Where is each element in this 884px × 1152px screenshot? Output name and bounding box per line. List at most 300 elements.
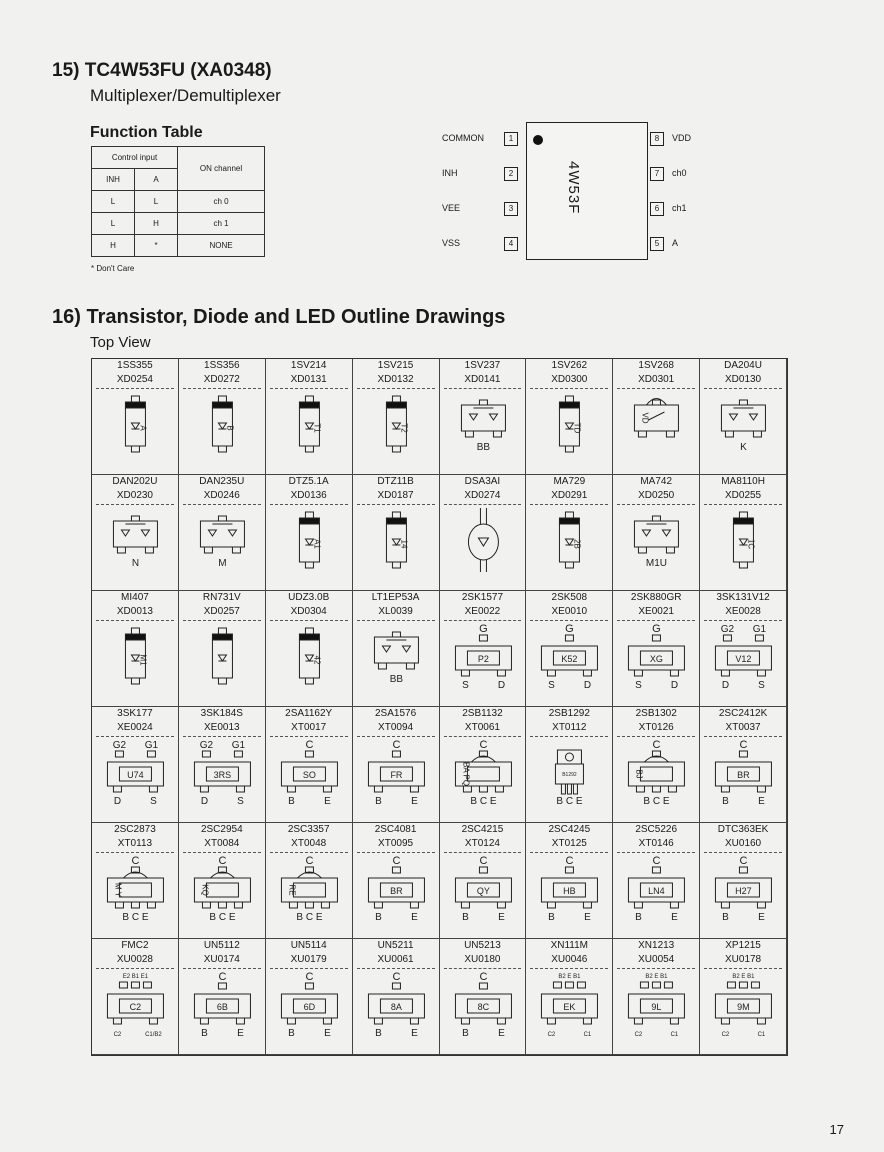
diode-package-icon [266,506,353,591]
ic-package-body [526,122,648,260]
dashed-divider [183,504,261,505]
pin-label: B C E [122,912,149,923]
dashed-divider [704,504,782,505]
pin-label: B [722,796,729,807]
stock-code: XT0113 [117,838,153,849]
pin-label: E2 B1 E1 [122,974,149,980]
device-marking: EK [563,1002,576,1012]
pin-label: E [671,912,679,923]
dashed-divider [444,736,522,737]
component-cell [613,359,700,475]
part-number: 2SC5226 [635,824,678,835]
part-number: DAN202U [112,476,158,487]
pin-label: E [758,796,765,807]
sot89-package-icon [613,738,700,823]
part-number: 2SC4215 [461,824,504,835]
pin-label: C [478,971,487,983]
pin-label: C [218,855,227,867]
component-cell [700,707,787,823]
stock-code: XT0124 [464,838,500,849]
dashed-divider [96,388,174,389]
sot89-package-icon [440,738,527,823]
pin-label: C [392,971,401,983]
component-cell [526,823,613,939]
stock-code: XT0037 [725,722,761,733]
function-table [91,146,265,257]
stock-code: XU0061 [377,954,414,965]
pin-label: C2 [547,1032,556,1038]
function-table-title: Function Table [90,124,203,141]
component-cell [700,475,787,591]
stock-code: XE0013 [204,722,240,733]
a-header: A [135,169,178,191]
sot3-package-icon [526,622,613,707]
sot3-package-icon [353,738,440,823]
sot3-package-icon [440,854,527,939]
part-number: 1SV214 [290,360,327,371]
sot89-package-icon [92,854,179,939]
sot3-package-icon [353,970,440,1055]
stock-code: XD0272 [203,374,240,385]
sot3-package-icon [613,854,700,939]
stock-code: XD0131 [290,374,327,385]
table-cell: L [92,213,135,235]
device-marking: BB [476,442,490,453]
table-cell: NONE [178,235,265,257]
part-number: MA8110H [721,476,765,487]
dashed-divider [96,620,174,621]
device-marking: K [740,442,747,453]
outline-drawing-grid [91,358,788,1056]
pin-label: B [548,912,556,923]
pin-number: 4 [504,237,518,251]
device-marking: P2 [477,654,489,664]
pin-label: E [410,1028,418,1039]
stock-code: XD0132 [377,374,414,385]
pin-number: 7 [650,167,664,181]
pin-label: G [652,623,661,635]
dashed-divider [96,736,174,737]
pin-label: VSS [442,238,461,248]
pin-label: D [584,680,592,691]
pin-label: C [305,739,314,751]
part-number: 2SK1577 [461,592,504,603]
stock-code: XD0300 [551,374,588,385]
component-cell [92,475,179,591]
part-number: XN111M [550,940,589,951]
section-15-heading: 15) TC4W53FU (XA0348) [52,60,272,81]
part-number: 2SC4081 [374,824,417,835]
stock-code: XU0179 [290,954,327,965]
device-marking: VD [640,412,650,424]
dual-package-icon [353,622,440,707]
pin-label: ch1 [672,203,687,213]
table-cell: ch 0 [178,191,265,213]
device-marking: A1 [312,539,322,549]
component-cell [353,939,440,1055]
pin-label: C [652,739,661,751]
part-number: 2SA1576 [374,708,417,719]
device-marking: BA PQ [460,761,470,787]
component-cell [353,707,440,823]
diode-package-icon [179,622,266,707]
part-number: UN5213 [464,940,501,951]
part-number: DTC363EK [717,824,769,835]
pin-label: G2 [112,740,127,751]
pin-label: S [461,680,469,691]
pin-label: COMMON [442,133,484,143]
on-channel-header: ON channel [178,147,265,191]
stock-code: XU0180 [464,954,501,965]
pin-label: C [218,971,227,983]
pin-label: B [200,1028,208,1039]
part-number: 2SK508 [551,592,588,603]
dashed-divider [270,620,348,621]
stock-code: XE0024 [117,722,153,733]
pin-label: C [392,739,401,751]
pin-label: S [758,680,765,691]
device-marking: V12 [735,654,752,664]
stock-code: XU0160 [724,838,762,849]
stock-code: XT0094 [378,722,414,733]
pin-label: E [584,912,592,923]
pin-number: 8 [650,132,664,146]
stock-code: XE0010 [551,606,588,617]
pin-label: B2 E B1 [558,974,581,980]
stock-code: XD0141 [464,374,501,385]
part-number: 3SK177 [117,708,153,719]
stock-code: XD0246 [203,490,240,501]
part-number: 2SC4245 [548,824,591,835]
part-number: MI407 [121,592,149,603]
dashed-divider [357,968,435,969]
pin-label: G2 [720,624,735,635]
sot3-package-icon [440,622,527,707]
diode-package-icon [526,390,613,475]
sot4-package-icon [92,738,179,823]
device-marking: BB [389,674,403,685]
component-cell [613,823,700,939]
sot3-package-icon [440,970,527,1055]
ic-marking: 4W53F [565,161,582,215]
stock-code: XD0250 [638,490,675,501]
dashed-divider [96,968,174,969]
component-cell [613,591,700,707]
dashed-divider [270,736,348,737]
diode-package-icon [353,506,440,591]
device-marking: TD [572,422,582,434]
device-marking: B1292 [562,772,578,778]
component-cell [179,939,266,1055]
stock-code: XD0230 [116,490,153,501]
stock-code: XU0054 [638,954,675,965]
component-cell [266,823,353,939]
component-cell [526,707,613,823]
pin-label: C [305,971,314,983]
stock-code: XD0274 [464,490,501,501]
device-marking: 8C [477,1002,489,1012]
section-15-subtitle: Multiplexer/Demultiplexer [90,86,281,105]
dashed-divider [96,852,174,853]
pin-label: B C E [296,912,323,923]
component-cell [526,591,613,707]
dashed-divider [357,736,435,737]
pin-label: C2 [634,1032,643,1038]
round-package-icon [440,506,527,591]
component-cell [179,475,266,591]
diode-package-icon [92,390,179,475]
dashed-divider [270,852,348,853]
pin-label: B [374,912,382,923]
pin-label: C1 [583,1032,592,1038]
pin-number: 1 [504,132,518,146]
pin-label: G1 [752,624,767,635]
stock-code: XD0255 [724,490,762,501]
pin-label: D [200,796,208,807]
pin-number: 6 [650,202,664,216]
top-view-label: Top View [90,334,151,351]
device-marking: 2B [572,539,582,549]
pin-label: C1 [670,1032,679,1038]
part-number: DSA3AI [464,476,501,487]
dual-package-icon [440,390,527,475]
stock-code: XT0061 [464,722,500,733]
device-marking: LN4 [648,886,665,896]
device-marking: T1 [312,423,322,433]
part-number: DA204U [724,360,762,371]
component-cell [92,359,179,475]
stock-code: XT0125 [551,838,587,849]
pin-label: B C E [469,796,496,807]
sot5-package-icon [526,970,613,1055]
stock-code: XU0174 [203,954,240,965]
control-input-header: Control input [92,147,178,169]
part-number: 1SV237 [464,360,501,371]
dashed-divider [183,388,261,389]
dashed-divider [270,968,348,969]
pin-label: VEE [442,203,461,213]
stock-code: XD0130 [724,374,762,385]
table-row [92,235,265,257]
stock-code: XD0304 [290,606,327,617]
part-number: XN1213 [638,940,675,951]
component-cell [526,475,613,591]
pin-number: 3 [504,202,518,216]
component-cell [179,359,266,475]
dashed-divider [617,388,695,389]
part-number: 2SC2954 [200,824,243,835]
pin-label: C [652,855,661,867]
page-number: 17 [829,1122,844,1137]
device-marking: SO [302,770,316,780]
sot3-package-icon [613,622,700,707]
component-cell [700,939,787,1055]
device-marking: 1C [746,538,756,550]
table-cell: ch 1 [178,213,265,235]
part-number: 3SK131V12 [716,592,770,603]
to-package-icon [526,738,613,823]
dashed-divider [704,736,782,737]
pin-label: C [478,855,487,867]
part-number: MA729 [553,476,586,487]
dashed-divider [617,852,695,853]
device-marking: H27 [735,886,752,896]
table-row [92,191,265,213]
device-marking: QY [476,886,490,896]
dashed-divider [357,504,435,505]
pin-label: B [374,1028,382,1039]
part-number: 2SK880GR [630,592,682,603]
pin-label: C [565,855,574,867]
section-16-heading: 16) Transistor, Diode and LED Outline Drawings [52,306,506,328]
dashed-divider [357,852,435,853]
pin-label: C [131,855,140,867]
part-number: 3SK184S [200,708,243,719]
pin-label: C [478,739,487,751]
table-cell: H [135,213,178,235]
component-cell [440,823,527,939]
table-row [92,213,265,235]
dashed-divider [270,504,348,505]
pin-label: C1 [757,1032,766,1038]
component-cell [266,359,353,475]
stock-code: XT0126 [638,722,674,733]
pin-label: C [739,855,748,867]
sot4-package-icon [700,622,787,707]
device-marking: 8A [390,1002,402,1012]
diode-package-icon [700,506,787,591]
stock-code: XT0084 [204,838,240,849]
component-cell [526,359,613,475]
part-number: 2SC3357 [287,824,330,835]
part-number: 1SV262 [551,360,588,371]
pin-label: B [374,796,382,807]
stock-code: XT0017 [291,722,327,733]
device-marking: XG [650,654,664,664]
diode-package-icon [92,622,179,707]
pin-label: B C E [556,796,583,807]
dashed-divider [530,736,608,737]
stock-code: XE0021 [638,606,674,617]
stock-code: XD0254 [116,374,153,385]
device-marking: BR [737,770,750,780]
component-cell [440,475,527,591]
stock-code: XT0048 [291,838,327,849]
part-number: FMC2 [121,940,149,951]
dashed-divider [357,388,435,389]
table-cell: L [135,191,178,213]
pin-label: B [287,796,295,807]
pin-label: B [722,912,729,923]
component-cell [92,939,179,1055]
dashed-divider [444,968,522,969]
pin-label: B C E [209,912,236,923]
part-number: XP1215 [725,940,761,951]
pin-label: G1 [144,740,159,751]
device-marking: 6B [216,1002,228,1012]
device-marking: 14 [399,539,409,549]
component-cell [179,707,266,823]
sot89-package-icon [266,854,353,939]
device-marking: 6D [303,1002,315,1012]
dashed-divider [704,620,782,621]
device-marking: M [218,558,227,569]
part-number: UN5211 [377,940,414,951]
part-number: UDZ3.0B [288,592,330,603]
dual-package-icon [179,506,266,591]
diode-package-icon [179,390,266,475]
pin-number: 5 [650,237,664,251]
dual-package-icon [700,390,787,475]
dashed-divider [530,968,608,969]
sot4-package-icon [179,738,266,823]
device-marking: BR [389,886,403,896]
part-number: 2SA1162Y [285,708,333,719]
stock-code: XT0095 [378,838,414,849]
pin-label: D [113,796,122,807]
part-number: 2SC2412K [718,708,768,719]
stock-code: XT0146 [638,838,674,849]
pin-label: G [565,623,575,635]
component-cell [440,939,527,1055]
stock-code: XE0028 [725,606,761,617]
device-marking: A [138,425,148,431]
part-number: 2SB1132 [462,708,503,719]
device-marking: M1 [138,654,148,666]
dashed-divider [704,968,782,969]
sot3-package-icon [179,970,266,1055]
component-cell [353,823,440,939]
part-number: 2SB1302 [635,708,677,719]
pin-label: E [236,1028,244,1039]
pin-label: B [287,1028,295,1039]
device-marking: N [131,558,140,569]
part-number: DTZ11B [377,476,414,487]
pin-label: C [392,855,401,867]
device-marking: 9L [651,1002,662,1012]
pin-label: B [635,912,643,923]
component-cell [613,475,700,591]
component-cell [92,823,179,939]
pin-number: 2 [504,167,518,181]
part-number: 2SC2873 [114,824,156,835]
component-cell [440,591,527,707]
sot3-package-icon [526,854,613,939]
pin-label: B2 E B1 [645,974,668,980]
sot3-package-icon [266,970,353,1055]
stock-code: XD0187 [377,490,414,501]
component-cell [266,591,353,707]
diode-package-icon [526,506,613,591]
component-cell [700,359,787,475]
component-cell [440,359,527,475]
dashed-divider [530,388,608,389]
sot5-package-icon [700,970,787,1055]
inh-header: INH [92,169,135,191]
pin-label: B2 E B1 [732,974,755,980]
sot3-package-icon [700,854,787,939]
dashed-divider [183,620,261,621]
device-marking: 3RS [213,770,232,780]
stock-code: XD0291 [551,490,588,501]
pin-label: E [497,912,505,923]
device-marking: M1U [646,558,668,569]
dashed-divider [96,504,174,505]
component-cell [92,591,179,707]
device-marking: 42 [312,655,322,665]
pin-label: B [461,1028,469,1039]
table-cell: * [135,235,178,257]
